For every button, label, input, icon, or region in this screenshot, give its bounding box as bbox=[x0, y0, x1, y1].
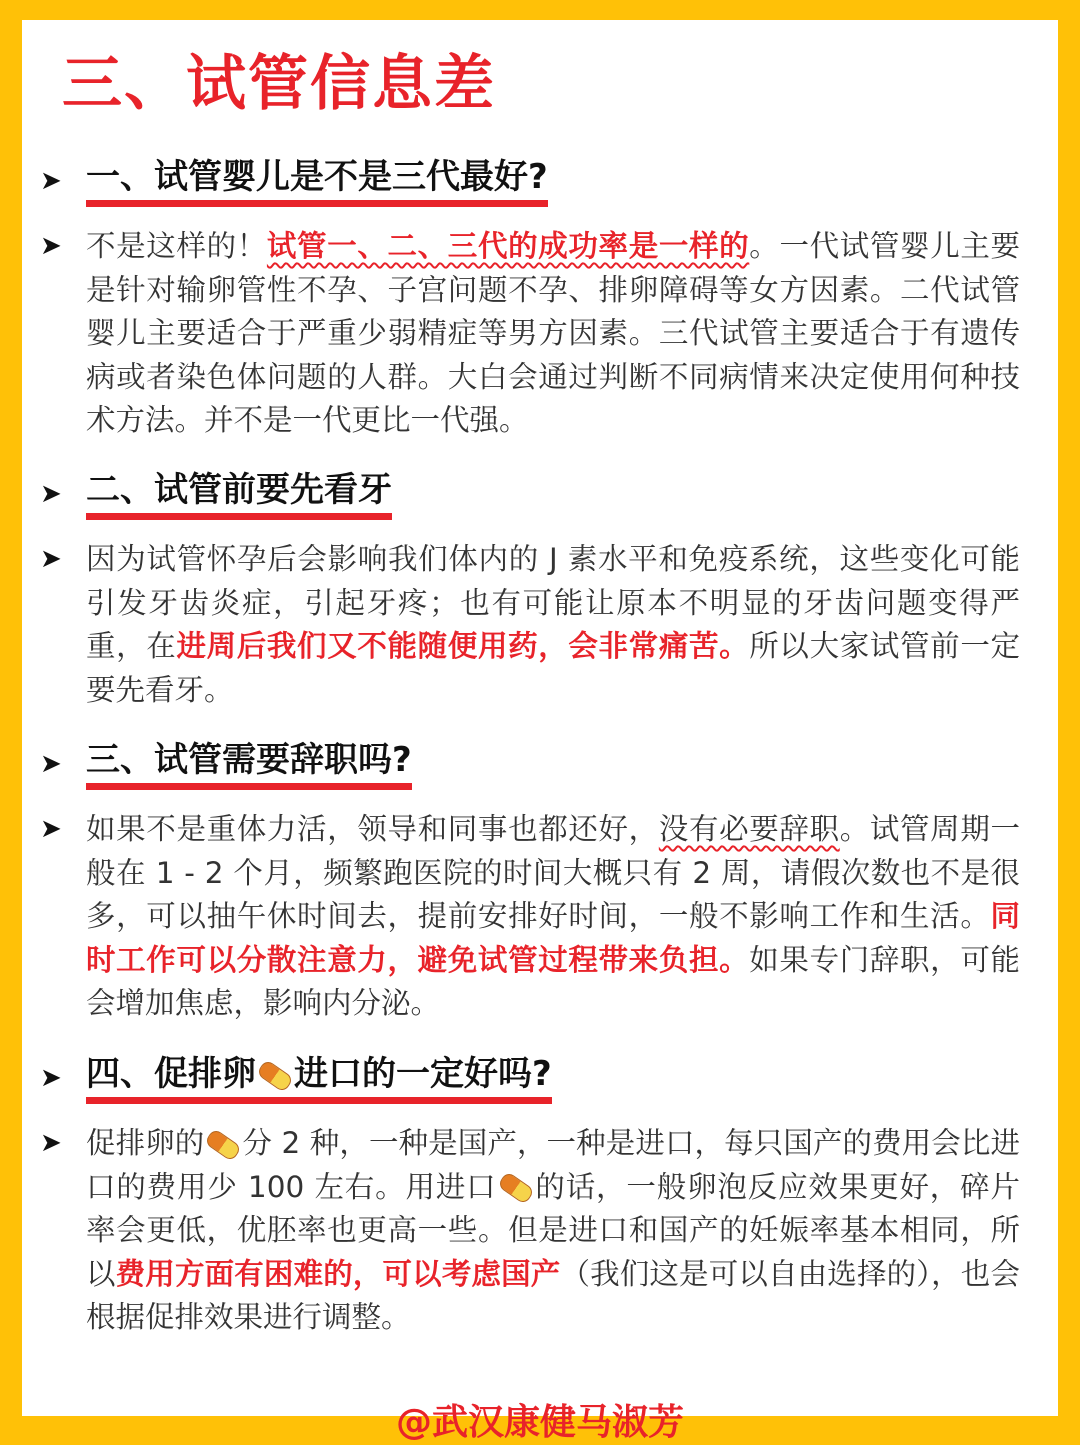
highlight-text: 进周后我们又不能随便用药，会非常痛苦。 bbox=[176, 629, 750, 663]
pill-icon bbox=[256, 1058, 294, 1092]
pill-icon bbox=[496, 1171, 534, 1205]
text-run: 分 2 种，一种是国产，一种是进口，每只国产的费用会比进口的费用少 100 左右。用进口 bbox=[86, 1126, 1020, 1204]
text-run: 因为试管怀孕后会影响我们体内的 J 素水平和免疫系统，这些变化可能引发牙齿炎症，引起牙疼；也有可能让原本不明显的牙齿问题变得严重，在 bbox=[86, 542, 1020, 663]
section-1-paragraph bbox=[40, 225, 1020, 443]
section-3-heading-text: 三、试管需要辞职吗? bbox=[86, 738, 412, 790]
text-run: 不是这样的！ bbox=[86, 229, 267, 263]
arrowhead-icon: ➤ bbox=[40, 1063, 62, 1093]
section-4-paragraph bbox=[40, 1122, 1020, 1340]
section-1-heading bbox=[40, 155, 548, 207]
page-title: 三、试管信息差 bbox=[62, 49, 496, 119]
section-2-heading-text: 二、试管前要先看牙 bbox=[86, 468, 392, 520]
section-4-heading-text: 四、促排卵 进口的一定好吗? bbox=[86, 1052, 552, 1104]
highlight-text: 费用方面有困难的，可以考虑国产 bbox=[115, 1256, 561, 1291]
section-1-heading-text: 一、试管婴儿是不是三代最好? bbox=[86, 155, 548, 207]
highlight-text: 试管一、二、三代的成功率是一样的 bbox=[266, 229, 750, 263]
text-run: 。试管周期一般在 1 - 2 个月，频繁跑医院的时间大概只有 2 周，请假次数也不是很多，可以抽午休时间去，提前安排好时间，一般不影响工作和生活。 bbox=[86, 812, 1020, 933]
arrowhead-icon: ➤ bbox=[40, 544, 62, 574]
section-4-heading bbox=[40, 1052, 552, 1104]
text-run: 。一代试管婴儿主要是针对输卵管性不孕、子宫问题不孕、排卵障碍等女方因素。二代试管婴儿主要适合于严重少弱精症等男方因素。三代试管主要适合于有遗传病或者染色体问题的人群。大白会通过判断不同病情来决定使用何种技术方法。并不是一代更比一代强。 bbox=[86, 229, 1020, 437]
arrowhead-icon: ➤ bbox=[40, 749, 62, 779]
highlight-text: 同时工作可以分散注意力，避免试管过程带来负担。 bbox=[86, 899, 1020, 977]
text-run: 促排卵的 bbox=[86, 1126, 205, 1160]
text-run: 所以大家试管前一定要先看牙。 bbox=[86, 629, 1020, 707]
text-run: 如果不是重体力活，领导和同事也都还好， bbox=[86, 812, 659, 846]
text-run: （我们这是可以自由选择的），也会根据促排效果进行调整。 bbox=[86, 1256, 1020, 1334]
author-watermark: @武汉康健马淑芳 bbox=[395, 1402, 684, 1443]
arrowhead-icon: ➤ bbox=[40, 1128, 62, 1158]
underlined-text: 没有必要辞职 bbox=[658, 812, 840, 846]
section-2-heading bbox=[40, 468, 392, 520]
pill-icon bbox=[204, 1127, 242, 1161]
arrowhead-icon: ➤ bbox=[40, 231, 62, 261]
section-2-paragraph bbox=[40, 538, 1020, 712]
arrowhead-icon: ➤ bbox=[40, 814, 62, 844]
arrowhead-icon: ➤ bbox=[40, 479, 62, 509]
text-run: 如果专门辞职，可能会增加焦虑，影响内分泌。 bbox=[86, 942, 1020, 1020]
section-3-paragraph bbox=[40, 808, 1020, 1026]
section-3-heading bbox=[40, 738, 412, 790]
arrowhead-icon: ➤ bbox=[40, 166, 62, 196]
text-run: 的话，一般卵泡反应效果更好，碎片率会更低，优胚率也更高一些。但是进口和国产的妊娠率基本相同，所以 bbox=[86, 1169, 1020, 1291]
